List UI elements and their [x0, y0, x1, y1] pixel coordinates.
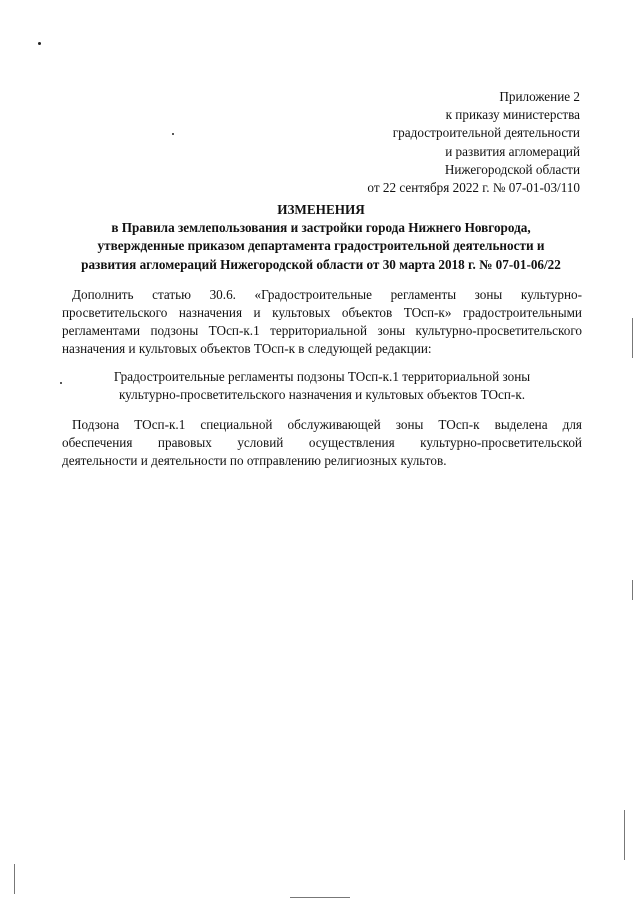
body-paragraph-1	[62, 286, 582, 358]
appendix-line: Нижегородской области	[444, 161, 580, 177]
paragraph-line: Дополнить статью 30.6. «Градостроительные регламенты зоны культурно-	[72, 287, 582, 302]
scan-edge-mark	[632, 318, 633, 358]
paragraph-line: Подзона ТОсп-к.1 специальной обслуживающей зоны ТОсп-к выделена для	[72, 417, 582, 432]
scan-edge-mark	[624, 810, 625, 860]
section-heading-line: Градостроительные регламенты подзоны ТОсп-к.1 территориальной зоны	[113, 369, 531, 384]
body-paragraph-2	[62, 416, 582, 470]
section-heading	[62, 368, 582, 404]
appendix-line: и развития агломераций	[445, 143, 580, 159]
scan-edge-mark	[290, 897, 350, 898]
paragraph-line: назначения и культовых объектов ТОсп-к в следующей редакции:	[62, 341, 432, 356]
paragraph-line: деятельности и деятельности по отправлению религиозных культов.	[62, 453, 447, 468]
document-subtitle-line: утвержденные приказом департамента градостроительной деятельности и	[97, 238, 545, 254]
document-subtitle-line: в Правила землепользования и застройки города Нижнего Новгорода,	[111, 220, 531, 236]
appendix-line: к приказу министерства	[445, 107, 580, 123]
appendix-line: градостроительной деятельности	[392, 125, 580, 141]
document-title: ИЗМЕНЕНИЯ	[277, 202, 365, 217]
document-subtitle-line: развития агломераций Нижегородской области от 30 марта 2018 г. № 07-01-06/22	[81, 256, 561, 272]
document-title-block	[56, 201, 586, 274]
appendix-header	[260, 88, 580, 197]
scan-speck	[172, 133, 174, 135]
scan-edge-mark	[632, 580, 633, 600]
scan-edge-mark	[14, 864, 15, 894]
scan-speck	[38, 42, 41, 45]
paragraph-line: просветительского назначения и культовых объектов ТОсп-к» градостроительными	[62, 305, 582, 320]
appendix-line: Приложение 2	[499, 89, 580, 104]
paragraph-line: регламентами подзоны ТОсп-к.1 территориальной зоны культурно-просветительского	[62, 323, 582, 338]
appendix-line: от 22 сентября 2022 г. № 07-01-03/110	[367, 180, 580, 196]
paragraph-line: обеспечения правовых условий осуществления культурно-просветительской	[62, 435, 582, 450]
section-heading-line: культурно-просветительского назначения и культовых объектов ТОсп-к.	[118, 387, 526, 402]
